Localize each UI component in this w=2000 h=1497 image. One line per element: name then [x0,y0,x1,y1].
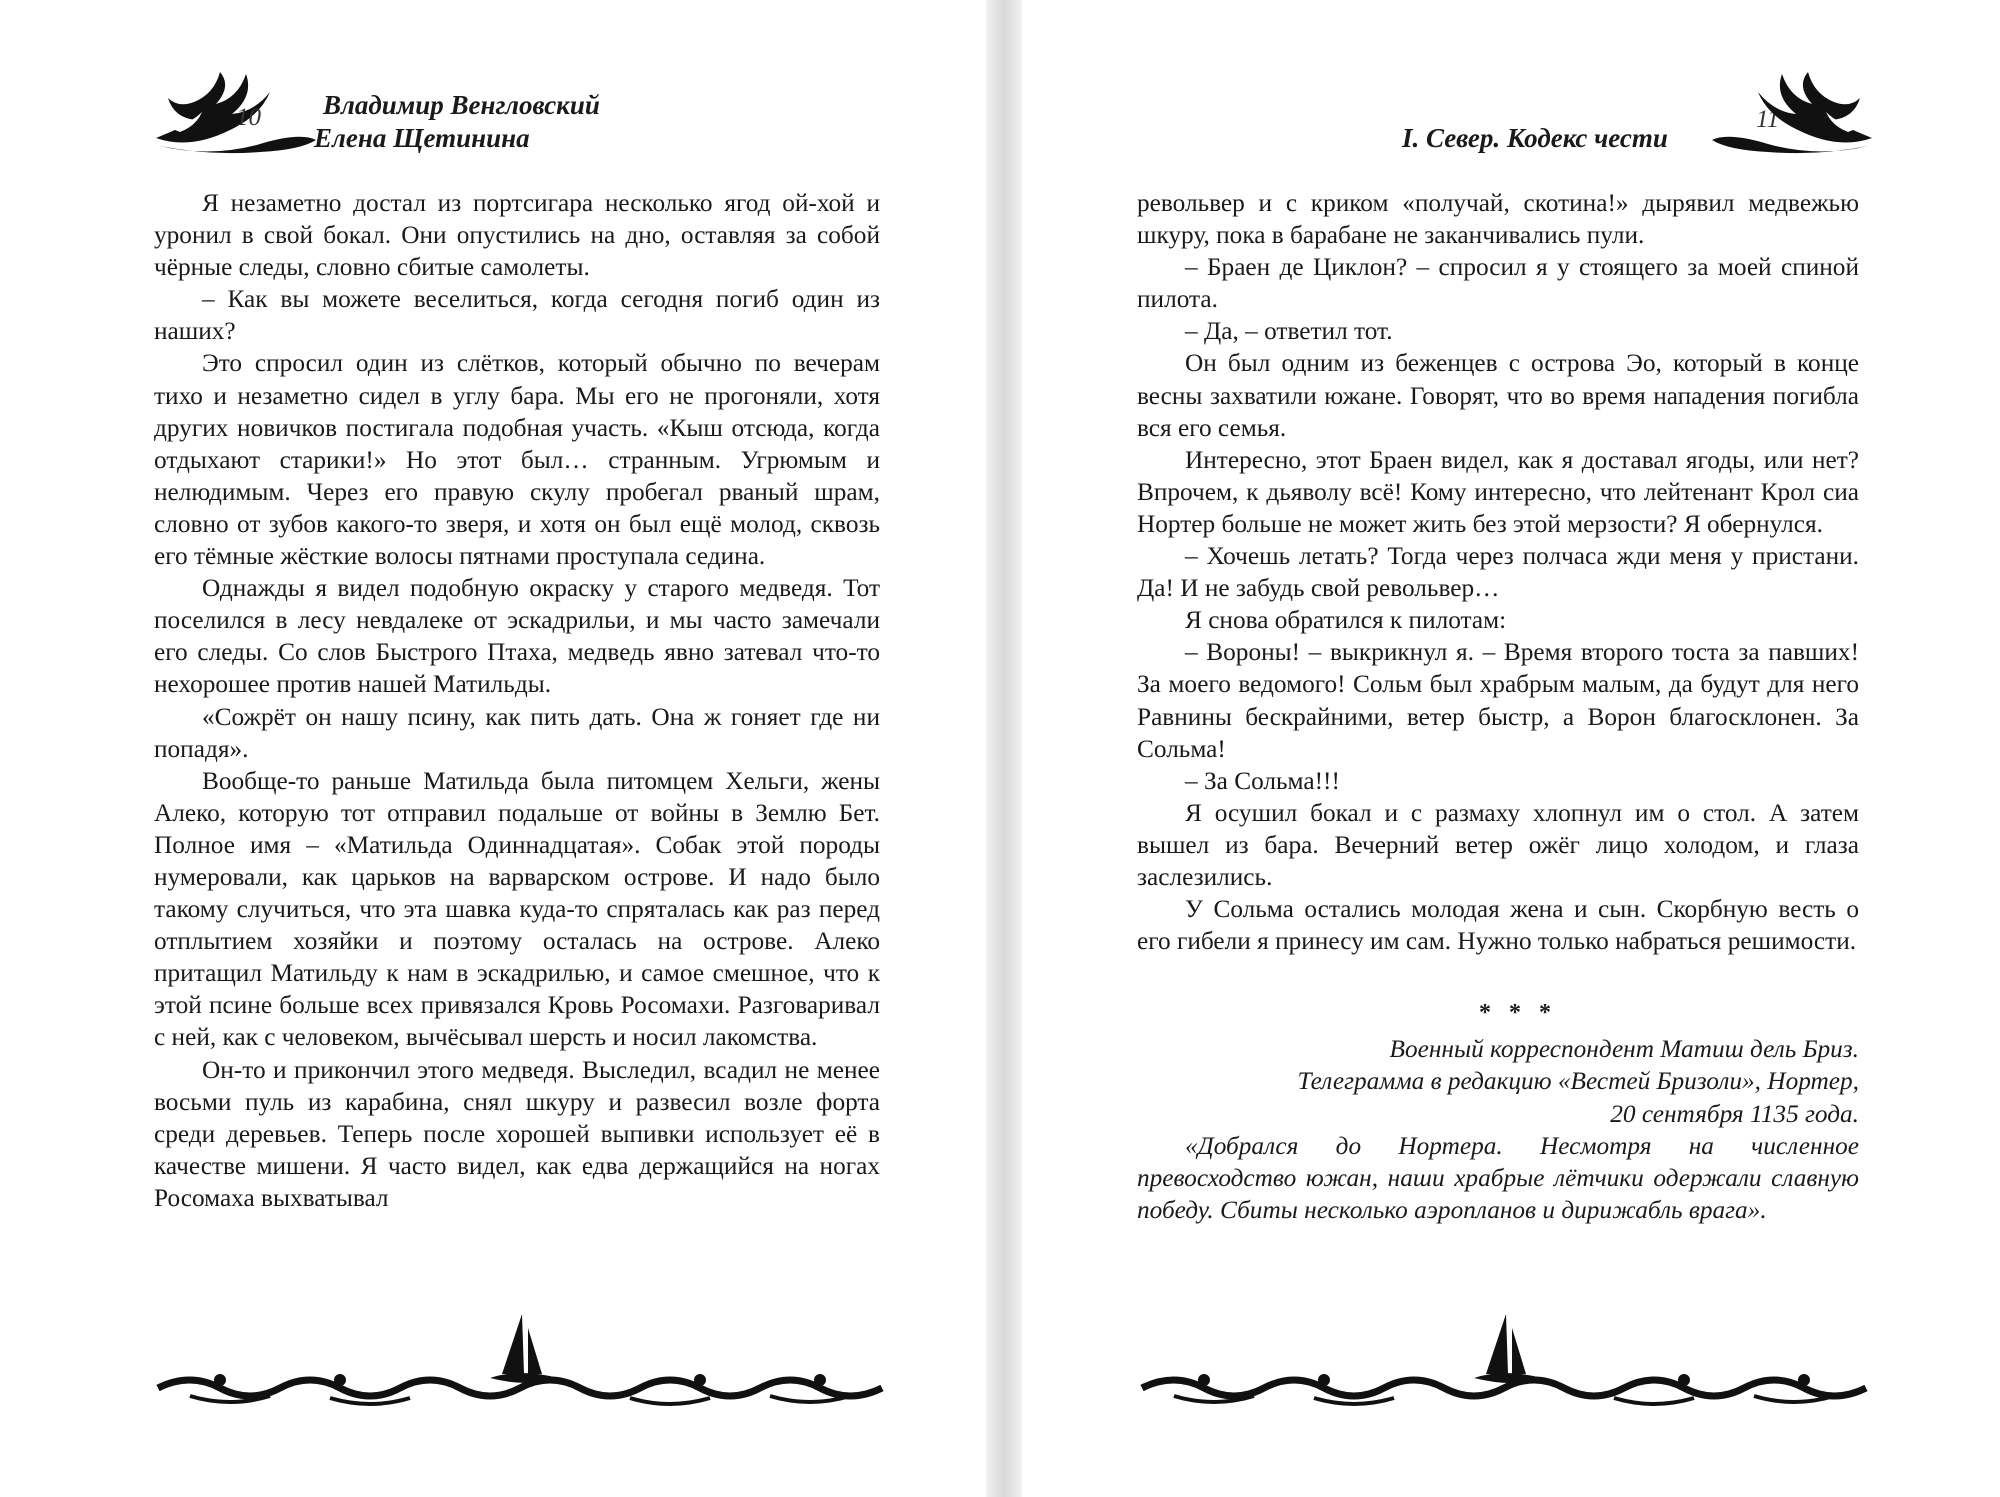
sailboat-wave-ornament-icon [150,1308,890,1418]
telegram-text: «Добрался до Нортера. Несмотря на численное превосходство южан, наши храбрые лётчики одержали славную победу. Сбиты несколько аэропланов и дирижабль врага». [1137,1131,1859,1224]
paragraph: Однажды я видел подобную окраску у старого медведя. Тот поселился в лесу невдалеке от эскадрильи, и мы часто замечали его следы. Со слов Быстрого Птаха, медведь явно затевал что-то нехорошее против нашей Матильды. [154,574,880,699]
paragraph: У Сольма остались молодая жена и сын. Скорбную весть о его гибели я принесу им сам. Нужно только набраться решимости. [1137,895,1859,956]
paragraph: Это спросил один из слётков, который обычно по вечерам тихо и незаметно сидел в углу бара. Мы его не прогоняли, хотя других новичков постигала подобная участь. «Кыш отсюда, когда отдыхают старики!» Но этот был… странным. Угрюмым и нелюдимым. Через его правую скулу пробегал рваный шрам, словно от зубов какого-то зверя, и хотя он был ещё молод, сквозь его тёмные жёсткие волосы пятнами проступала седина. [154,349,880,571]
paragraph: Вообще-то раньше Матильда была питомцем Хельги, жены Алеко, которую тот отправил подальше от войны в Землю Бет. Полное имя – «Матильда Одиннадцатая». Собак этой породы нумеровали, как царьков на варварском острове. И надо было такому случиться, что эта шавка куда-то спряталась как раз перед отплытием хозяйки и поэтому осталась на острове. Алеко притащил Матильду к нам в эскадрилью, и самое смешное, что к этой псине больше всех привязался Кровь Росомахи. Разговаривал с ней, как с человеком, вычёсывал шерсть и носил лакомства. [154,766,880,1052]
right-page-header [1022,60,2000,170]
paragraph: Я осушил бокал и с размаху хлопнул им о стол. А затем вышел из бара. Вечерний ветер ожёг лицо холодом, и глаза заслезились. [1137,798,1859,891]
sailboat-wave-ornament-icon [1134,1308,1874,1418]
signature-line: Телеграмма в редакцию «Вестей Бризоли», Нортер, [1297,1067,1859,1096]
right-page [1022,0,2000,1497]
page-number: 10 [236,104,261,131]
header-author-1: Владимир Венгловский [323,90,600,120]
wave-ornament-icon [150,68,320,154]
paragraph: Я снова обратился к пилотам: [1185,606,1507,635]
paragraph: Интересно, этот Браен видел, как я доставал ягоды, или нет? Впрочем, к дьяволу всё! Кому интересно, что лейтенант Крол сиа Нортер больше не может жить без этой мерзости? Я обернулся. [1137,445,1859,538]
section-separator: * * * [1479,1000,1557,1027]
paragraph: – Хочешь летать? Тогда через полчаса жди меня у пристани. Да! И не забудь свой револьвер… [1137,542,1859,603]
right-page-body [1137,187,1859,1226]
signature-line: 20 сентября 1135 года. [1610,1099,1859,1128]
left-page-footer [150,1308,890,1418]
paragraph: – Вороны! – выкрикнул я. – Время второго тоста за павших! За моего ведомого! Сольм был храбрым малым, да будут для него Равнины бескрайними, ветер быстр, а Ворон благосклонен. За Сольма! [1137,638,1859,763]
wave-ornament-icon [1708,68,1878,154]
paragraph: – Да, – ответил тот. [1185,317,1393,346]
right-page-footer [1134,1308,1874,1418]
paragraph: «Сожрёт он нашу псину, как пить дать. Она ж гоняет где ни попадя». [154,702,880,763]
page-number: 11 [1756,106,1780,133]
left-page [0,0,986,1497]
paragraph: Я незаметно достал из портсигара несколько ягод ой-хой и уронил в свой бокал. Они опустились на дно, оставляя за собой чёрные следы, словно сбитые самолеты. [154,189,880,282]
paragraph: – Как вы можете веселиться, когда сегодня погиб один из наших? [154,285,880,346]
signature-line: Военный корреспондент Матиш дель Бриз. [1389,1035,1859,1064]
left-page-header [0,60,986,170]
left-page-body [154,187,880,1214]
paragraph: – Браен де Циклон? – спросил я у стоящего за моей спиной пилота. [1137,253,1859,314]
book-gutter [986,0,1022,1497]
paragraph: Он был одним из беженцев с острова Эо, который в конце весны захватили южане. Говорят, что во время нападения погибла вся его семья. [1137,349,1859,442]
header-chapter-title: I. Север. Кодекс чести [1402,123,1668,153]
paragraph: Он-то и прикончил этого медведя. Выследил, всадил не менее восьми пуль из карабина, снял шкуру и развесил возле форта среди деревьев. Теперь после хорошей выпивки использует её в качестве мишени. Я часто видел, как едва держащийся на ногах Росомаха выхватывал [154,1055,880,1212]
paragraph: револьвер и с криком «получай, скотина!» дырявил медвежью шкуру, пока в барабане не заканчивались пули. [1137,189,1859,250]
header-author-2: Елена Щетинина [314,123,530,153]
paragraph: – За Сольма!!! [1185,766,1340,795]
